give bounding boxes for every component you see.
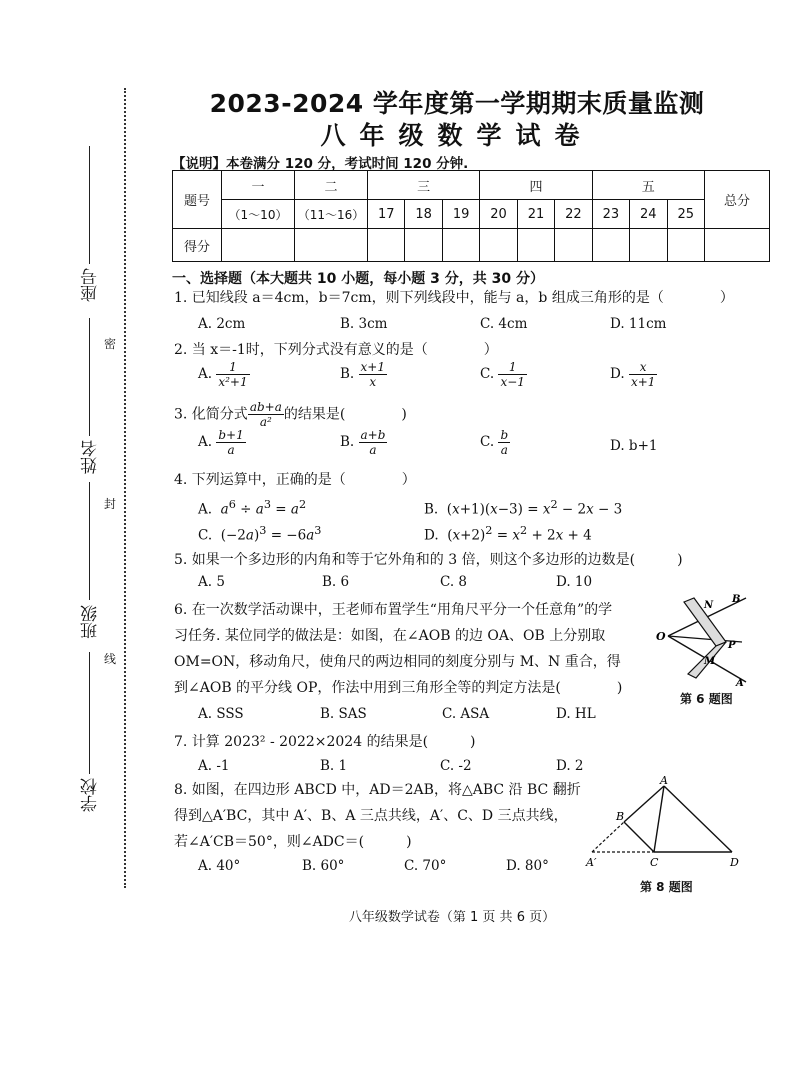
q5-option-a: A. 5 [198,574,225,590]
score-label: 得分 [173,229,222,262]
score-table [172,170,770,262]
score-cell[interactable] [630,229,667,262]
score-cell[interactable] [517,229,554,262]
svg-text:P: P [728,640,736,651]
q6-option-a: A. SSS [198,706,244,722]
score-cell[interactable] [295,229,368,262]
q2-option-d: D. $\frac{x}{x+1}$ [610,360,656,389]
figure-8 [582,776,742,876]
q4-option-b: B. $(x+1)(x-3) = x^2 - 2x - 3$ [424,498,623,518]
score-cell[interactable] [480,229,517,262]
class-line [89,482,90,600]
q5-option-d: D. 10 [556,574,593,590]
num-23: 23 [592,200,629,229]
range-2: （11～16） [295,200,368,229]
svg-text:O: O [656,630,666,643]
school-label: 学校 [81,778,101,812]
group-2: 二 [295,171,368,200]
q1-option-c: C. 4cm [480,316,528,332]
score-cell[interactable] [405,229,442,262]
svg-text:A: A [660,776,668,787]
seal-dotted-line [124,88,126,888]
q8-option-c: C. 70° [404,858,447,874]
q8-option-a: A. 40° [198,858,241,874]
class-label: 班级 [81,605,101,639]
q2-option-b: B. $\frac{x+1}{x}$ [340,360,385,389]
name-label: 姓名 [81,440,101,474]
page-footer: 八年级数学试卷（第 1 页 共 6 页） [348,910,556,925]
question-8-line2: 得到△A′BC，其中 A′、B、A 三点共线，A′、C、D 三点共线， [174,808,568,824]
q1-option-b: B. 3cm [340,316,388,332]
q1-option-a: A. 2cm [198,316,246,332]
num-24: 24 [630,200,667,229]
figure-6-caption: 第 6 题图 [680,692,733,706]
q4-option-c: C. $(-2a)^3 = -6a^3$ [198,524,322,544]
question-1: 1. 已知线段 a＝4cm，b＝7cm，则下列线段中，能与 a，b 组成三角形的是（ ） [174,290,734,306]
section-title: 一、选择题（本大题共 10 小题，每小题 3 分，共 30 分） [172,271,544,287]
group-3: 三 [368,171,480,200]
score-cell[interactable] [442,229,479,262]
question-8-line3: 若∠A′CB＝50°，则∠ADC＝( ) [174,834,412,850]
q7-option-b: B. 1 [320,758,348,774]
q4-option-d: D. $(x+2)^2 = x^2 + 2x + 4$ [424,524,592,544]
q3-option-c: C. $\frac{b}{a}$ [480,428,509,457]
q3-option-d: D. b+1 [610,438,658,454]
question-number-header: 题号 [173,171,222,229]
seal-char-feng: 封 [104,497,117,511]
q6-option-d: D. HL [556,706,596,722]
q6-option-c: C. ASA [442,706,490,722]
q2-option-c: C. $\frac{1}{x-1}$ [480,360,525,389]
q7-option-d: D. 2 [556,758,584,774]
binding-strip [0,0,150,1092]
q5-option-c: C. 8 [440,574,468,590]
svg-text:M: M [704,656,716,667]
question-4: 4. 下列运算中，正确的是（ ） [174,472,416,488]
num-21: 21 [517,200,554,229]
figure-8-caption: 第 8 题图 [640,880,693,894]
score-cell[interactable] [705,229,770,262]
num-18: 18 [405,200,442,229]
question-6-line3: OM=ON，移动角尺，使角尺的两边相同的刻度分别与 M、N 重合，得 [174,654,621,670]
q3-option-b: B. $\frac{a+b}{a}$ [340,428,386,457]
group-1: 一 [222,171,295,200]
question-6-line1: 6. 在一次数学活动课中，王老师布置学生“用角尺平分一个任意角”的学 [174,602,613,618]
range-1: （1～10） [222,200,295,229]
num-25: 25 [667,200,705,229]
svg-text:A′: A′ [586,856,597,869]
group-4: 四 [480,171,592,200]
q7-option-c: C. -2 [440,758,472,774]
svg-text:C: C [650,856,659,869]
score-cell[interactable] [555,229,592,262]
score-cell[interactable] [368,229,405,262]
svg-text:D: D [730,856,739,869]
svg-text:B: B [616,810,625,823]
svg-text:N: N [704,600,714,611]
question-2: 2. 当 x＝-1时，下列分式没有意义的是（ ） [174,342,498,358]
exam-title: 2023-2024 学年度第一学期期末质量监测 [209,89,705,118]
name-line [89,318,90,436]
question-6-line4: 到∠AOB 的平分线 OP，作法中用到三角形全等的判定方法是( ) [174,680,623,696]
q4-option-a: A. $a^6 \div a^3 = a^2$ [198,498,307,518]
figure-6 [650,592,760,692]
svg-text:A: A [736,678,744,689]
seal-char-mi: 密 [104,337,117,351]
q7-option-a: A. -1 [198,758,230,774]
num-22: 22 [555,200,592,229]
question-8-line1: 8. 如图，在四边形 ABCD 中，AD＝2AB，将△ABC 沿 BC 翻折 [174,782,581,798]
total-header: 总分 [705,171,770,229]
q8-option-b: B. 60° [302,858,345,874]
num-17: 17 [368,200,405,229]
exam-note: 【说明】本卷满分 120 分，考试时间 120 分钟. [172,156,469,172]
score-cell[interactable] [667,229,705,262]
num-19: 19 [442,200,479,229]
group-5: 五 [592,171,704,200]
seat-line [89,146,90,264]
q1-option-d: D. 11cm [610,316,667,332]
q3-option-a: A. $\frac{b+1}{a}$ [198,428,244,457]
q2-option-a: A. $\frac{1}{\text{x²+1}}$ [198,360,248,389]
score-cell[interactable] [222,229,295,262]
seal-char-xian: 线 [104,652,117,666]
exam-subtitle: 八年级数学试卷 [320,121,594,150]
school-line [89,652,90,774]
question-6-line2: 习任务. 某位同学的做法是：如图，在∠AOB 的边 OA、OB 上分别取 [174,628,606,644]
q5-option-b: B. 6 [322,574,350,590]
question-3: 3. 化简分式 $\frac{ab+a}{\text{a²}}$ 的结果是( ) [174,400,407,429]
seat-label: 座号 [81,268,101,302]
q6-option-b: B. SAS [320,706,367,722]
q8-option-d: D. 80° [506,858,549,874]
question-5: 5. 如果一个多边形的内角和等于它外角和的 3 倍，则这个多边形的边数是( ) [174,552,683,568]
num-20: 20 [480,200,517,229]
score-cell[interactable] [592,229,629,262]
question-7: 7. 计算 2023² - 2022×2024 的结果是( ) [174,734,476,750]
svg-text:B: B [732,594,741,605]
